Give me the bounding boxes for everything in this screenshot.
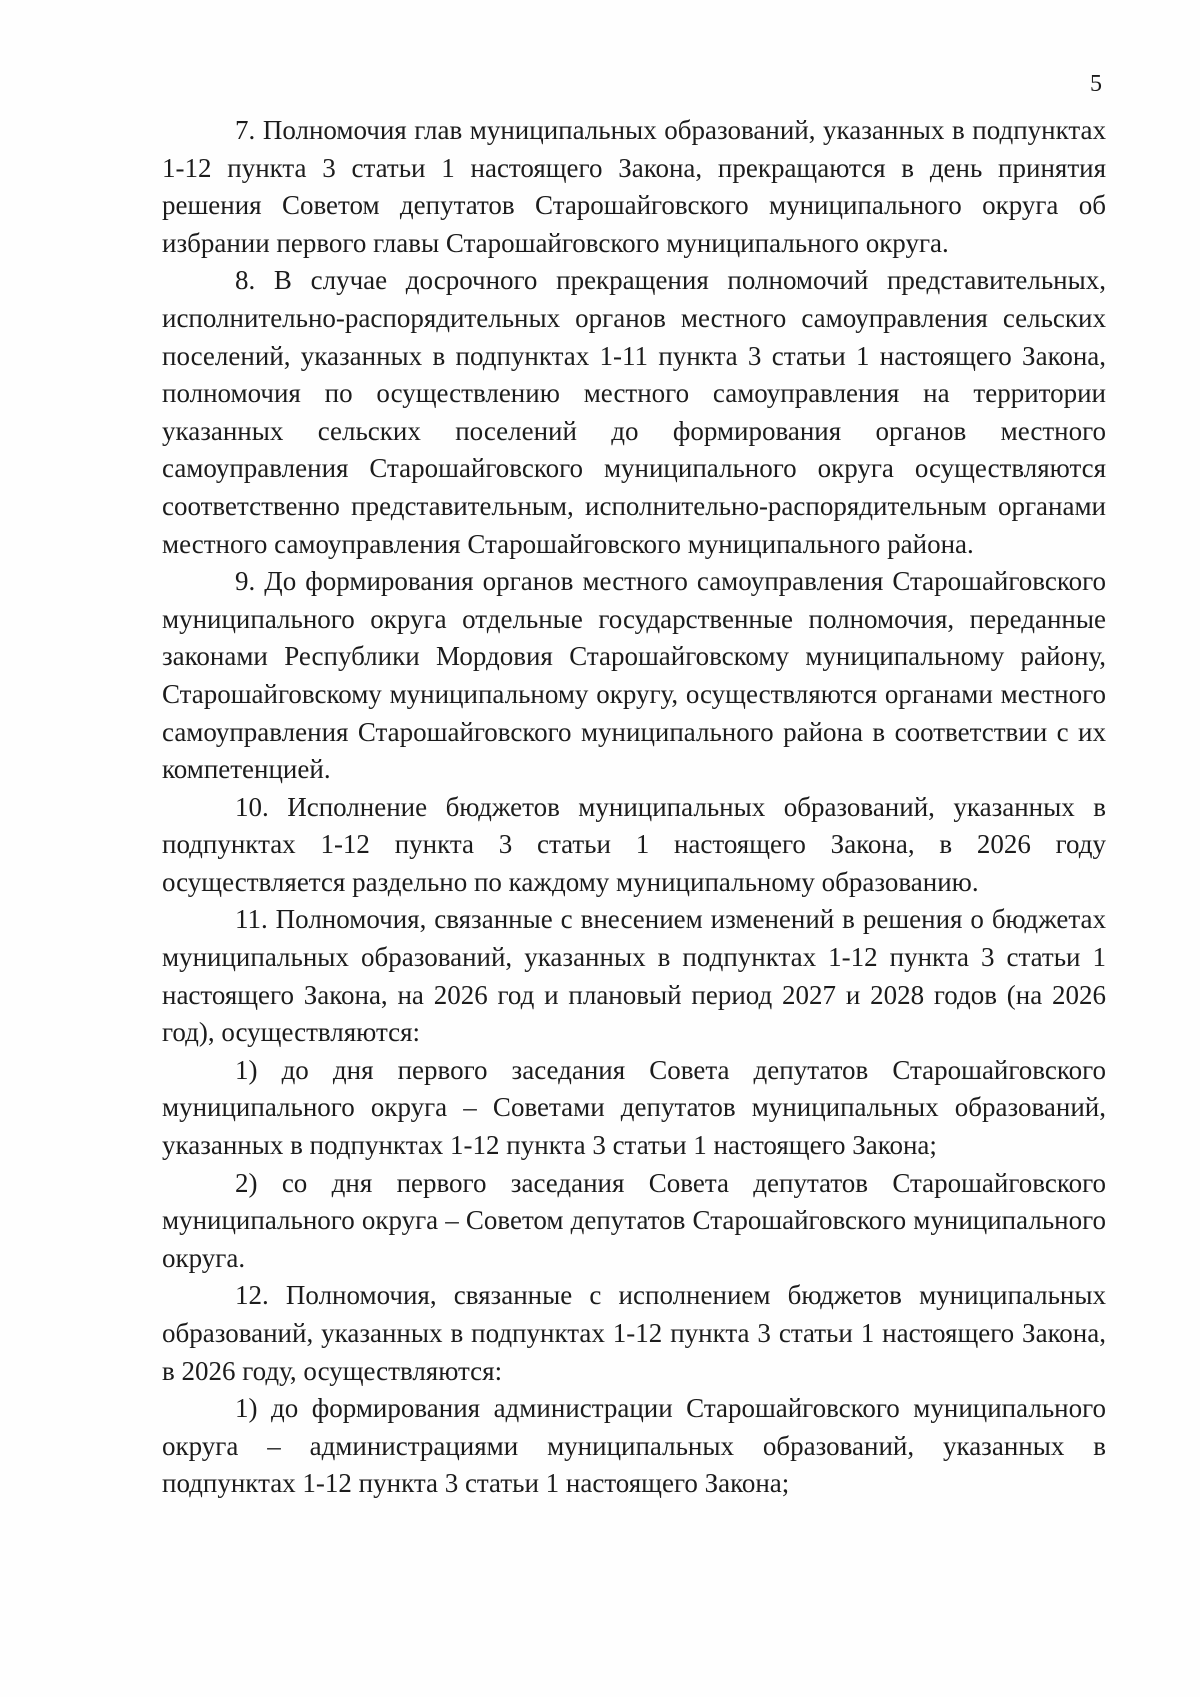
document-body <box>162 112 1106 1503</box>
paragraph-7: 7. Полномочия глав муниципальных образований, указанных в подпунктах 1-12 пункта 3 статьи 1 настоящего Закона, прекращаются в день принятия решения Советом депутатов Старошайговского муниципального округа об избрании первого главы Старошайговского муниципального округа. <box>162 115 1106 258</box>
paragraph-9: 9. До формирования органов местного самоуправления Старошайговского муниципального округа отдельные государственные полномочия, переданные законами Республики Мордовия Старошайговскому муниципальному району, Старошайговскому муниципальному округу, осуществляются органами местного самоуправления Старошайговского муниципального района в соответствии с их компетенцией. <box>162 566 1106 785</box>
paragraph-11-item-2: 2) со дня первого заседания Совета депутатов Старошайговского муниципального округа – Советом депутатов Старошайговского муниципального округа. <box>162 1167 1106 1273</box>
paragraph-11: 11. Полномочия, связанные с внесением изменений в решения о бюджетах муниципальных образований, указанных в подпунктах 1-12 пункта 3 статьи 1 настоящего Закона, на 2026 год и плановый период 2027 и 2028 годов (на 2026 год), осуществляются: <box>162 904 1106 1048</box>
paragraph-12-item-1: 1) до формирования администрации Старошайговского муниципального округа – администрациями муниципальных образований, указанных в подпунктах 1-12 пункта 3 статьи 1 настоящего Закона; <box>162 1393 1106 1499</box>
paragraph-11-item-1: 1) до дня первого заседания Совета депутатов Старошайговского муниципального округа – Советами депутатов муниципальных образований, указанных в подпунктах 1-12 пункта 3 статьи 1 настоящего Закона; <box>162 1054 1106 1161</box>
paragraph-12: 12. Полномочия, связанные с исполнением бюджетов муниципальных образований, указанных в подпунктах 1-12 пункта 3 статьи 1 настоящего Закона, в 2026 году, осуществляются: <box>162 1280 1106 1386</box>
paragraph-8: 8. В случае досрочного прекращения полномочий представительных, исполнительно-распорядительных органов местного самоуправления сельских поселений, указанных в подпунктах 1-11 пункта 3 статьи 1 настоящего Закона, полномочия по осуществлению местного самоуправления на территории указанных сельских поселений до формирования органов местного самоуправления Старошайговского муниципального округа осуществляются соответственно представительным, исполнительно-распорядительным органами местного самоуправления Старошайговского муниципального района. <box>162 265 1106 559</box>
page-number: 5 <box>1090 71 1102 97</box>
paragraph-10: 10. Исполнение бюджетов муниципальных образований, указанных в подпунктах 1-12 пункта 3 статьи 1 настоящего Закона, в 2026 году осуществляется раздельно по каждому муниципальному образованию. <box>162 791 1106 897</box>
